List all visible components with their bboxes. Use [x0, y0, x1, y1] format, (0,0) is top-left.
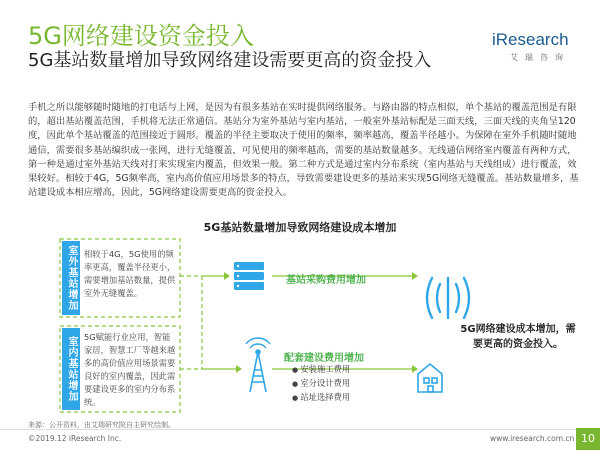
server-icon [234, 262, 264, 290]
logo-chinese: 艾瑞咨询 [510, 53, 570, 62]
arrow-head-tower [236, 365, 242, 373]
logo-wordmark: iResearch [492, 30, 569, 49]
cost-item: ● 室分设计费用 [292, 377, 350, 391]
footer-divider [0, 429, 600, 430]
source-note: 来源：公开资料，由艾瑞研究院自主研究绘制。 [28, 421, 175, 429]
antenna-icon [427, 278, 469, 318]
outdoor-description: 相较于4G，5G使用的频率更高，覆盖半径更小，需要增加基站数量，提供室外无缝覆盖。 [84, 249, 176, 298]
page-title: 5G网络建设资金投入 [28, 22, 254, 50]
page-number: 10 [576, 428, 600, 450]
diagram-title: 5G基站数量增加导致网络建设成本增加 [203, 221, 397, 234]
website-link[interactable]: www.iresearch.com.cn [490, 434, 575, 443]
building-icon [418, 364, 442, 392]
long-arrow-top-head [412, 272, 418, 280]
outdoor-label: 室外基站增加 [62, 241, 80, 315]
flow-label-procurement: 基站采购费用增加 [286, 275, 366, 286]
cost-item: ● 站址选择费用 [292, 391, 350, 405]
cell-tower-icon [246, 338, 270, 392]
page-subtitle: 5G基站数量增加导致网络建设需要更高的资金投入 [28, 50, 432, 71]
cost-item: ● 安装施工费用 [292, 363, 350, 377]
copyright: ©2019.12 iResearch Inc. [28, 434, 122, 443]
long-arrow-bottom-head [412, 365, 418, 373]
arrow-head-server [224, 272, 230, 280]
cost-item-list [292, 363, 350, 405]
indoor-description: 5G赋能行业应用，智能家居，智慧工厂等越来越多的高价值应用场景需要良好的室内覆盖，因此需要建设更多的室内分布系统。 [84, 332, 176, 407]
result-statement: 5G网络建设成本增加，需要更高的资金投入。 [460, 324, 576, 350]
flow-label-supporting: 配套建设费用增加 [284, 353, 364, 364]
indoor-label: 室内基站增加 [62, 328, 80, 410]
intro-paragraph: 手机之所以能够随时随地的打电话与上网，是因为有很多基站在实时提供网络服务。与路由器的特点相似，单个基站的覆盖范围是有限的，超出基站覆盖范围，手机将无法正常通信。基站分为室外基站与室内基站，一般室外基站标配是三面天线，三面天线的夹角呈120度，因此单个基站覆盖的范围接近于圆形。覆盖的半径主要取决于使用的频率，频率越高，覆盖半径越小。为保障在室外手机随时随地通信，需要很多基站编织成一张网，进行无缝覆盖，可见使用的频率越高，需要的基站数量越多。无线通信网络室内覆盖有两种方式，第一种是通过室外基站天线对打来实现室内覆盖，但效果一般。第二种方式是通过室内分布系统（室内基站与天线组成）进行覆盖，效果较好。相较于4G，5G频率高，室内高价值应用场景多的特点，导致需要建设更多的基站来实现5G网络无缝覆盖。基站数量增多，基站建设成本相应增高，因此，5G网络建设需要更高的资金投入。 [28, 102, 579, 199]
